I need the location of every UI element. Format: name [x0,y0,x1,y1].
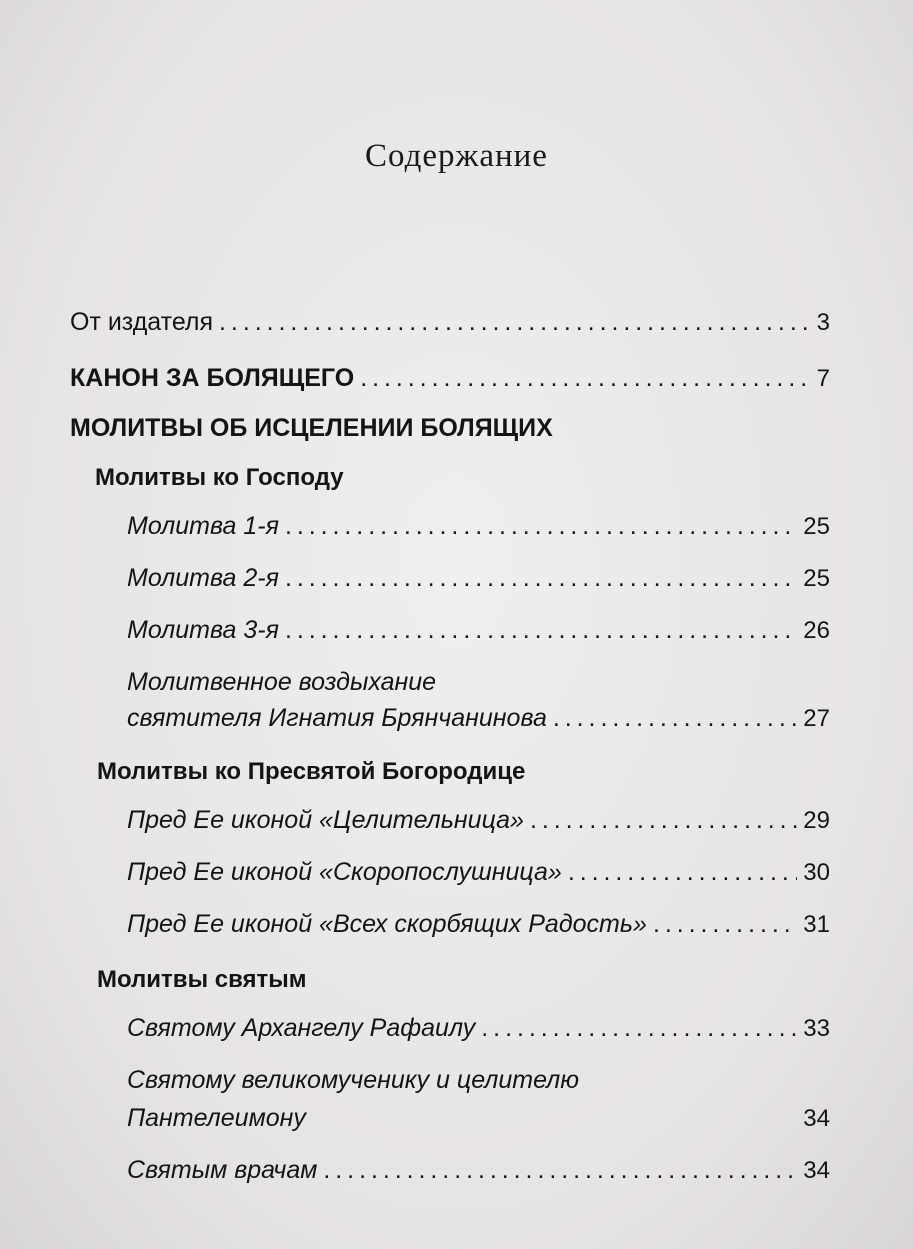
toc-entry-label: Пантелеимону [127,1104,306,1132]
group-heading-theotokos: Молитвы ко Пресвятой Богородице [97,758,526,785]
toc-entry-prayer-1[interactable] [127,512,830,541]
dot-leader [553,704,797,733]
dot-leader [285,564,797,593]
toc-page-number: 25 [803,513,830,540]
toc-entry-panteleimon[interactable] [127,1104,830,1133]
toc-page-number: 33 [803,1015,830,1042]
toc-entry-prayer-3[interactable] [127,616,830,645]
group-heading-lord: Молитвы ко Господу [95,464,344,491]
toc-page-number: 31 [803,911,830,938]
dot-leader [285,512,797,541]
toc-entry-sigh[interactable] [127,704,830,733]
toc-page-number: 29 [803,807,830,834]
dot-leader [285,616,797,645]
toc-entry-publisher[interactable] [70,308,830,337]
dot-leader [323,1156,797,1185]
toc-entry-quick-to-hear-icon[interactable] [127,858,830,887]
toc-page-number: 27 [803,705,830,732]
toc-entry-raphael[interactable] [127,1014,830,1043]
dot-leader [530,806,797,835]
dot-leader [653,910,797,939]
toc-entry-label: От издателя [70,308,214,336]
toc-entry-label: Молитва 3-я [127,616,279,644]
toc-entry-canon[interactable] [70,364,830,393]
dot-leader [360,364,810,393]
toc-entry-physicians[interactable] [127,1156,830,1185]
toc-entry-label: Молитва 1-я [127,512,279,540]
toc-page-number: 25 [803,565,830,592]
toc-page-number: 34 [803,1105,830,1132]
toc-page-number: 26 [803,617,830,644]
toc-entry-healer-icon[interactable] [127,806,830,835]
toc-entry-label: святителя Игнатия Брянчанинова [127,704,547,732]
group-heading-saints: Молитвы святым [97,966,307,993]
toc-entry-label: Молитва 2-я [127,564,279,592]
toc-entry-joy-of-all-icon[interactable] [127,910,830,939]
page-title: Содержание [365,138,548,174]
toc-entry-sigh-line1: Молитвенное воздыхание [127,668,437,696]
dot-leader [219,308,811,337]
toc-entry-panteleimon-line1: Святому великомученику и целителю [127,1066,580,1094]
toc-page-number: 7 [816,365,830,392]
toc-entry-label: Пред Ее иконой «Целительница» [127,806,524,834]
toc-page-number: 3 [816,309,830,336]
toc-page-number: 34 [803,1157,830,1184]
toc-entry-label: Святому Архангелу Рафаилу [127,1014,476,1042]
toc-entry-label: Святым врачам [127,1156,318,1184]
dot-leader [481,1014,797,1043]
section-heading-healing: МОЛИТВЫ ОБ ИСЦЕЛЕНИИ БОЛЯЩИХ [70,414,553,442]
toc-page-number: 30 [803,859,830,886]
toc-entry-label: Пред Ее иконой «Всех скорбящих Радость» [127,910,647,938]
toc-entry-label: Пред Ее иконой «Скоропослушница» [127,858,562,886]
dot-leader [568,858,797,887]
toc-entry-label: КАНОН ЗА БОЛЯЩЕГО [70,364,355,392]
toc-entry-prayer-2[interactable] [127,564,830,593]
